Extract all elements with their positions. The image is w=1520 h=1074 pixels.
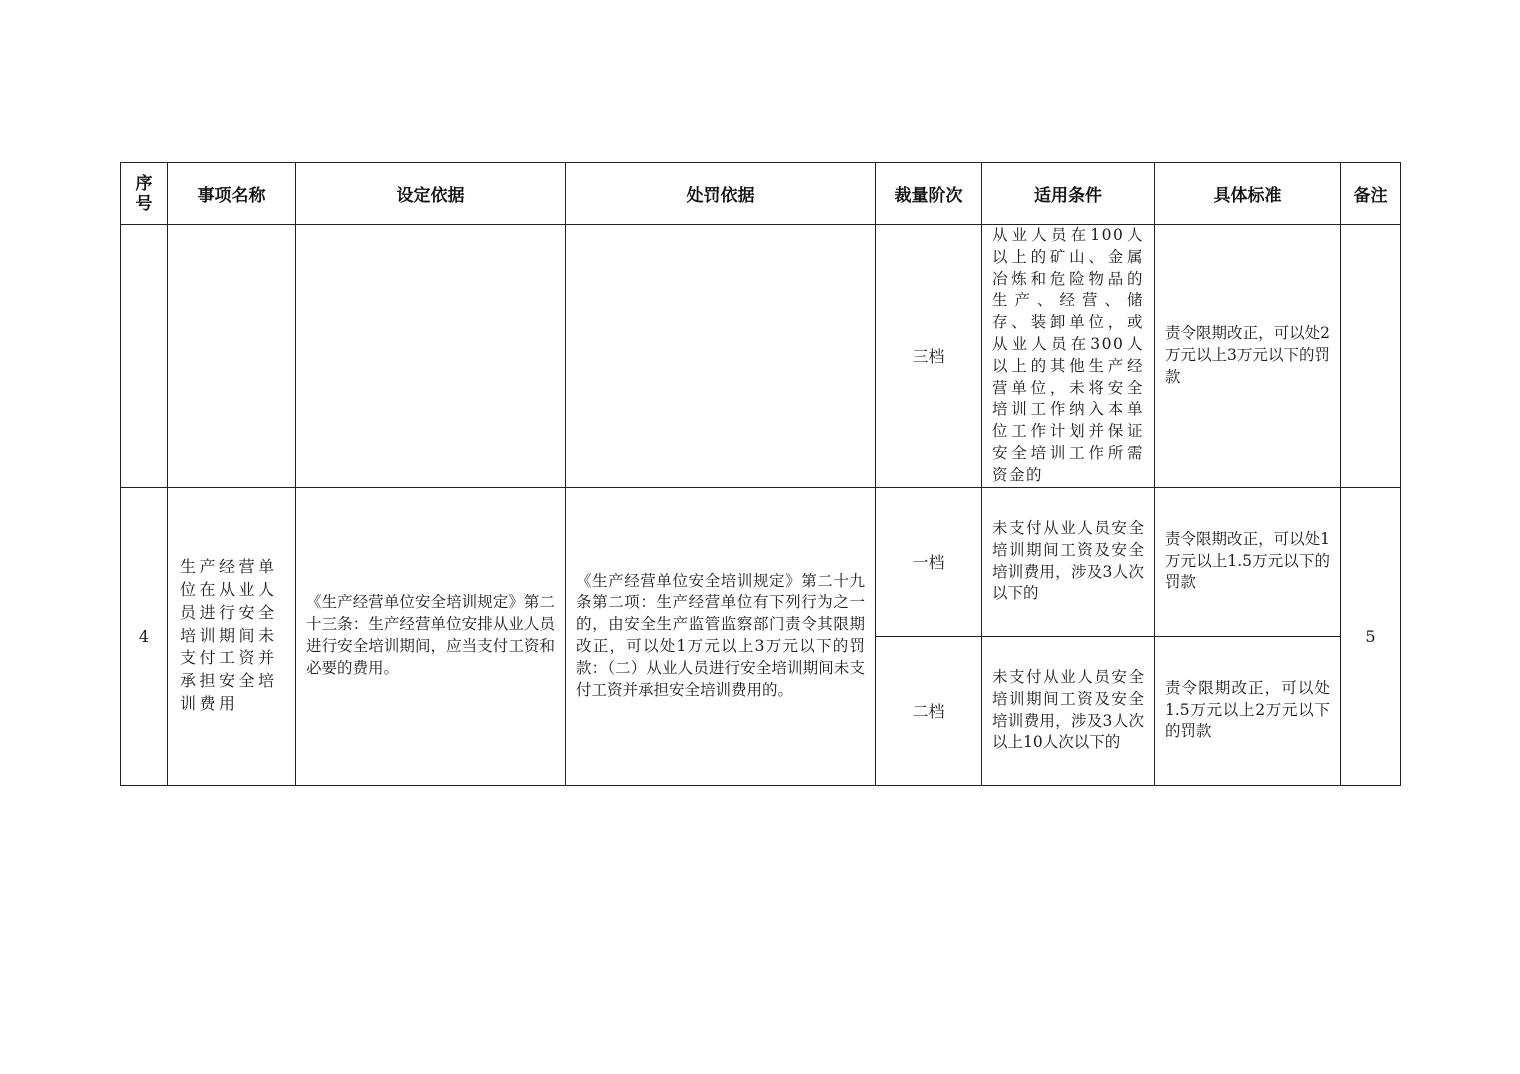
header-seq xyxy=(121,163,168,225)
condition-text: 未支付从业人员安全培训期间工资及安全培训费用，涉及3人次以上10人次以下的 xyxy=(992,667,1144,752)
setting-basis-cell xyxy=(296,487,566,785)
seq-cell: 4 xyxy=(121,487,168,785)
note-cell: 5 xyxy=(1341,487,1401,785)
condition-cell xyxy=(982,225,1155,488)
condition-text: 从业人员在100人以上的矿山、金属冶炼和危险物品的生产、经营、储存、装卸单位，或从业人员在300人以上的其他生产经营单位，未将安全培训工作纳入本单位工作计划并保证安全培训工作所需资金的 xyxy=(992,226,1144,484)
item-name-cell xyxy=(168,225,296,488)
table-row xyxy=(121,487,1401,636)
level-cell: 一档 xyxy=(876,487,982,636)
level-cell: 二档 xyxy=(876,636,982,785)
header-note: 备注 xyxy=(1341,163,1401,225)
header-penalty-basis: 处罚依据 xyxy=(566,163,876,225)
item-name-text: 生产经营单位在从业人员进行安全培训期间未支付工资并承担安全培训费用 xyxy=(180,557,278,714)
header-discretion-level: 裁量阶次 xyxy=(876,163,982,225)
header-item-name: 事项名称 xyxy=(168,163,296,225)
condition-cell xyxy=(982,487,1155,636)
table-row xyxy=(121,225,1401,488)
standard-cell xyxy=(1155,225,1341,488)
header-row xyxy=(121,163,1401,225)
penalty-basis-cell xyxy=(566,487,876,785)
header-applicable-condition: 适用条件 xyxy=(982,163,1155,225)
standard-cell xyxy=(1155,487,1341,636)
standard-text: 责令限期改正，可以处2万元以上3万元以下的罚款 xyxy=(1165,324,1330,386)
item-name-cell xyxy=(168,487,296,785)
level-cell: 三档 xyxy=(876,225,982,488)
note-cell xyxy=(1341,225,1401,488)
header-seq-label: 序号 xyxy=(135,173,153,214)
penalty-basis-cell xyxy=(566,225,876,488)
setting-basis-cell xyxy=(296,225,566,488)
penalty-discretion-table xyxy=(120,162,1401,786)
condition-cell xyxy=(982,636,1155,785)
penalty-basis-text: 《生产经营单位安全培训规定》第二十九条第二项：生产经营单位有下列行为之一的，由安全生产监管监察部门责令其限期改正，可以处1万元以上3万元以下的罚款：（二）从业人员进行安全培训期间未支付工资并承担安全培训费用的。 xyxy=(576,571,865,699)
standard-cell xyxy=(1155,636,1341,785)
header-setting-basis: 设定依据 xyxy=(296,163,566,225)
setting-basis-text: 《生产经营单位安全培训规定》第二十三条：生产经营单位安排从业人员进行安全培训期间，应当支付工资和必要的费用。 xyxy=(306,593,555,677)
standard-text: 责令限期改正，可以处1.5万元以上2万元以下的罚款 xyxy=(1165,678,1330,741)
condition-text: 未支付从业人员安全培训期间工资及安全培训费用，涉及3人次以下的 xyxy=(992,518,1144,603)
standard-text: 责令限期改正，可以处1万元以上1.5万元以下的罚款 xyxy=(1165,529,1330,592)
header-specific-standard: 具体标准 xyxy=(1155,163,1341,225)
seq-cell xyxy=(121,225,168,488)
